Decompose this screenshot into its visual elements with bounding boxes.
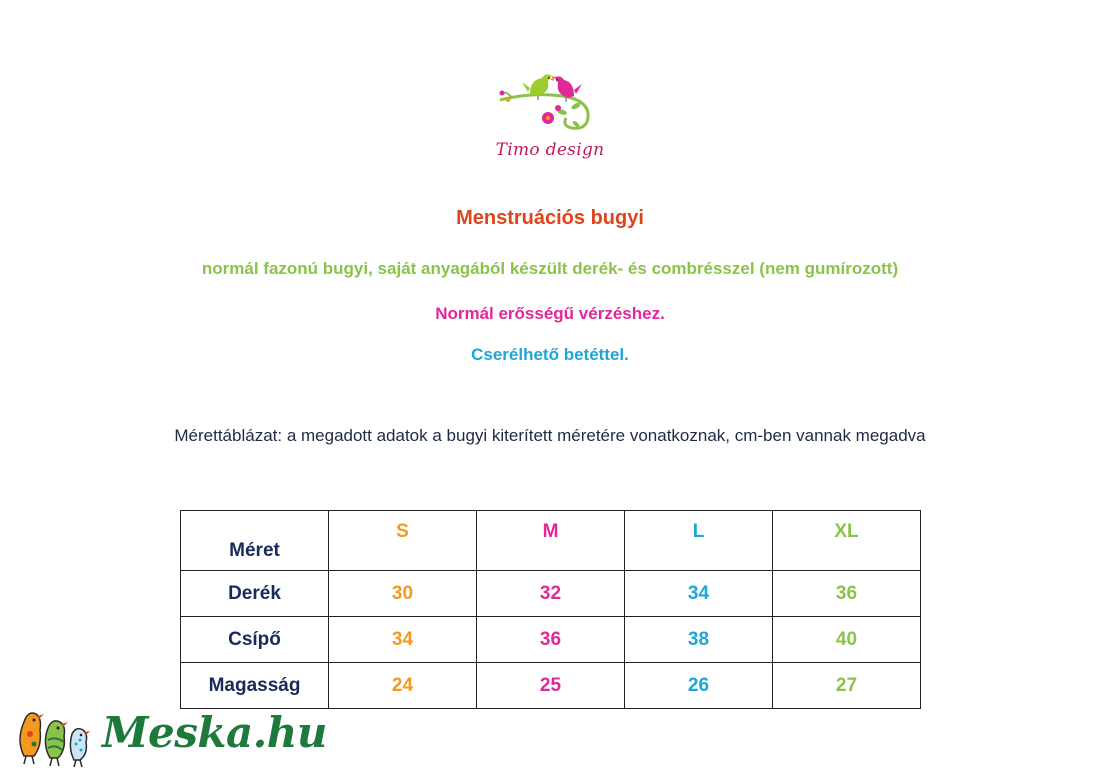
size-table-header-label: Méret — [181, 511, 329, 571]
table-cell: 34 — [329, 617, 477, 663]
logo-brand-text: Timo design — [495, 140, 605, 160]
table-cell: 34 — [625, 571, 773, 617]
table-cell: 36 — [773, 571, 921, 617]
size-table — [180, 510, 921, 709]
birds-branch-icon — [492, 66, 612, 142]
table-cell: 38 — [625, 617, 773, 663]
size-header-s: S — [329, 511, 477, 571]
table-cell: 30 — [329, 571, 477, 617]
table-cell: 24 — [329, 663, 477, 709]
size-header-m: M — [477, 511, 625, 571]
table-cell: 26 — [625, 663, 773, 709]
product-subtitle: normál fazonú bugyi, saját anyagából készült derék- és combrésszel (nem gumírozott) — [201, 259, 899, 278]
table-cell: 36 — [477, 617, 625, 663]
table-row — [181, 617, 921, 663]
table-cell: 25 — [477, 663, 625, 709]
timo-design-logo — [492, 66, 612, 176]
product-feature-insert: Cserélhető betéttel. — [471, 345, 629, 364]
row-label-hip: Csípő — [181, 617, 329, 663]
birds-icon — [10, 700, 102, 770]
size-chart-description: Mérettáblázat: a megadott adatok a bugyi kiterített méretére vonatkoznak, cm-ben vannak megadva — [174, 426, 926, 445]
meska-logo — [10, 700, 330, 770]
row-label-height: Magasság — [181, 663, 329, 709]
row-label-waist: Derék — [181, 571, 329, 617]
size-header-l: L — [625, 511, 773, 571]
size-table-header-row — [181, 511, 921, 571]
product-feature-bleeding: Normál erősségű vérzéshez. — [435, 304, 665, 323]
size-header-xl: XL — [773, 511, 921, 571]
table-cell: 32 — [477, 571, 625, 617]
table-cell: 27 — [773, 663, 921, 709]
product-title: Menstruációs bugyi — [456, 207, 644, 229]
meska-brand-text: Meska.hu — [102, 708, 327, 757]
table-row — [181, 571, 921, 617]
table-cell: 40 — [773, 617, 921, 663]
